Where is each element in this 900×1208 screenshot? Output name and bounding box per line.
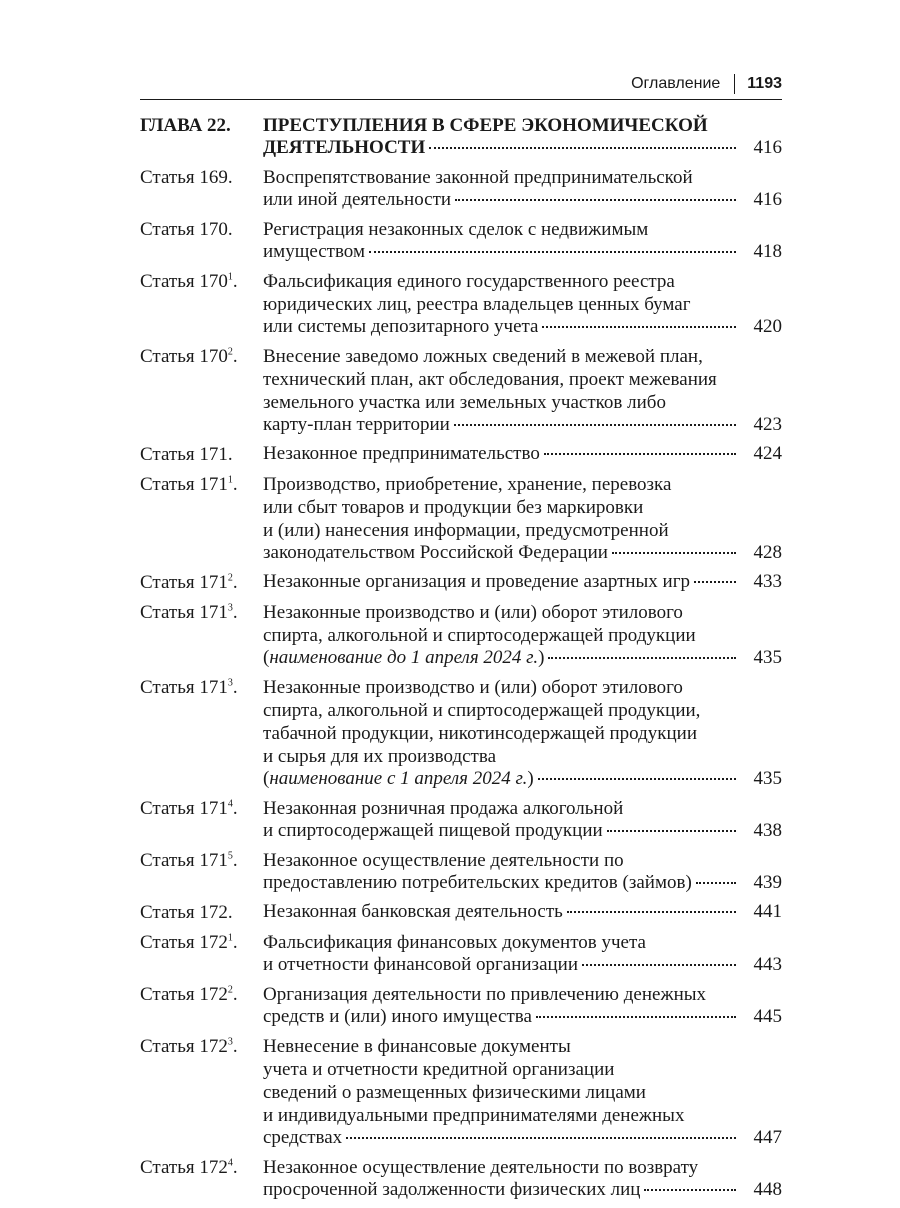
toc-article-entry[interactable] <box>140 1035 782 1149</box>
entry-leader-line <box>263 647 782 669</box>
entry-title-line: спирта, алкогольной и спиртосодержащей продукции <box>263 625 696 646</box>
entry-label: Статья $172^1$. <box>140 932 238 953</box>
entry-title-line: Невнесение в финансовые документы <box>263 1036 571 1057</box>
toc-article-entry[interactable] <box>140 849 782 894</box>
toc-article-entry[interactable] <box>140 676 782 790</box>
entry-label-text: Статья 172. <box>140 902 233 923</box>
toc-article-entry[interactable] <box>140 270 782 338</box>
toc-article-entry[interactable] <box>140 797 782 842</box>
entry-title-line: просроченной задолженности физических лиц <box>263 1179 641 1200</box>
entry-label-superscript: 3 <box>227 677 233 689</box>
entry-label-superscript: 2 <box>227 572 233 584</box>
entry-leader-line <box>263 542 782 564</box>
entry-page-number[interactable]: 441 <box>753 901 782 922</box>
dot-leader <box>696 881 736 884</box>
entry-label-text: Статья 171 <box>140 474 228 495</box>
entry-title-line: законодательством Российской Федерации <box>263 542 608 563</box>
entry-leader-line <box>263 443 782 465</box>
entry-title <box>263 1035 782 1149</box>
entry-title <box>263 983 782 1028</box>
entry-page-number[interactable]: 433 <box>753 571 782 592</box>
entry-leader-line <box>263 954 782 976</box>
dot-leader <box>694 580 736 583</box>
entry-page-number[interactable]: 424 <box>753 443 782 464</box>
entry-title <box>263 676 782 790</box>
dot-leader <box>607 829 736 832</box>
entry-page-number[interactable]: 439 <box>753 872 782 893</box>
entry-label: Статья $172^2$. <box>140 984 238 1005</box>
entry-title-line: (наименование с 1 апреля 2024 г.) <box>263 768 534 789</box>
entry-title-line: Производство, приобретение, хранение, перевозка <box>263 474 672 495</box>
entry-title-line: или сбыт товаров и продукции без маркировки <box>263 497 644 518</box>
entry-label-text: Статья 171 <box>140 850 228 871</box>
entry-page-number[interactable]: 420 <box>753 316 782 337</box>
dot-leader <box>567 910 736 913</box>
entry-label-text: Статья 171 <box>140 602 228 623</box>
entry-title <box>263 797 782 842</box>
entry-label-text: Статья 171. <box>140 444 233 465</box>
entry-label-text: Статья 170. <box>140 219 233 240</box>
entry-title <box>263 345 782 436</box>
entry-label-text: Статья 172 <box>140 1157 228 1178</box>
entry-page-number[interactable]: 423 <box>753 414 782 435</box>
entry-leader-line <box>263 1006 782 1028</box>
entry-leader-line <box>263 1179 782 1201</box>
entry-title-line: юридических лиц, реестра владельцев ценных бумаг <box>263 294 691 315</box>
entry-label-text: Статья 170 <box>140 271 228 292</box>
toc-article-entry[interactable] <box>140 473 782 564</box>
entry-title <box>263 218 782 263</box>
entry-leader-line <box>263 820 782 842</box>
entry-title-line: Незаконная розничная продажа алкогольной <box>263 798 624 819</box>
entry-title-line: и спиртосодержащей пищевой продукции <box>263 820 603 841</box>
dot-leader <box>644 1188 736 1191</box>
table-of-contents <box>140 114 782 1208</box>
entry-page-number[interactable]: 416 <box>753 189 782 210</box>
dot-leader <box>454 423 736 426</box>
entry-label-text: Статья 171 <box>140 798 228 819</box>
entry-label-superscript: 1 <box>227 474 233 486</box>
entry-title-line: Фальсификация финансовых документов учета <box>263 932 646 953</box>
toc-article-entry[interactable] <box>140 443 782 466</box>
entry-title-line: и отчетности финансовой организации <box>263 954 579 975</box>
header-title: Оглавление <box>631 75 721 92</box>
entry-label: Статья $171^1$. <box>140 474 238 495</box>
entry-label: Статья $172^3$. <box>140 1036 238 1057</box>
dot-leader <box>346 1136 736 1139</box>
entry-leader-line <box>263 571 782 593</box>
entry-title-line: технический план, акт обследования, проект межевания <box>263 369 717 390</box>
entry-label: Статья $172^4$. <box>140 1157 238 1178</box>
toc-article-entry[interactable] <box>140 345 782 436</box>
entry-label-superscript: 4 <box>227 798 233 810</box>
entry-title-line: Незаконная банковская деятельность <box>263 901 563 922</box>
toc-article-entry[interactable] <box>140 601 782 669</box>
entry-page-number[interactable]: 447 <box>753 1127 782 1148</box>
entry-title <box>263 901 782 924</box>
entry-leader-line <box>263 316 782 338</box>
running-header <box>140 70 782 98</box>
entry-label <box>140 443 263 466</box>
entry-title-note: наименование с 1 апреля 2024 г. <box>269 768 528 789</box>
entry-label-superscript: 3 <box>227 602 233 614</box>
entry-label: Статья $171^3$. <box>140 602 238 623</box>
entry-leader-line <box>263 872 782 894</box>
entry-title-line: Незаконные организация и проведение азартных игр <box>263 571 691 592</box>
entry-page-number[interactable]: 438 <box>753 820 782 841</box>
entry-label-superscript: 5 <box>227 850 233 862</box>
entry-title-line: Организация деятельности по привлечению денежных <box>263 984 707 1005</box>
entry-leader-line <box>263 414 782 436</box>
entry-title <box>263 601 782 669</box>
entry-label-superscript: 2 <box>227 984 233 996</box>
toc-article-entry[interactable] <box>140 218 782 263</box>
entry-title <box>263 443 782 466</box>
dot-leader <box>429 146 736 149</box>
entry-label <box>140 166 263 211</box>
entry-title-line: или системы депозитарного учета <box>263 316 539 337</box>
entry-title-line: табачной продукции, никотинсодержащей продукции <box>263 723 698 744</box>
entry-leader-line <box>263 241 782 263</box>
entry-title-line: Незаконные производство и (или) оборот этилового <box>263 602 683 623</box>
entry-label: Статья $171^4$. <box>140 798 238 819</box>
entry-title-line: средствах <box>263 1127 343 1148</box>
entry-page-number[interactable]: 435 <box>753 768 782 789</box>
dot-leader <box>582 963 736 966</box>
entry-title-line: (наименование до 1 апреля 2024 г.) <box>263 647 545 668</box>
entry-label-text: Статья 172 <box>140 984 228 1005</box>
entry-page-number[interactable]: 435 <box>753 647 782 668</box>
toc-chapter-entry[interactable] <box>140 114 782 159</box>
entry-title-line: Регистрация незаконных сделок с недвижимым <box>263 219 649 240</box>
entry-label-text: Статья 170 <box>140 346 228 367</box>
entry-page-number[interactable]: 443 <box>753 954 782 975</box>
entry-page-number[interactable]: 418 <box>753 241 782 262</box>
entry-title-line: предоставлению потребительских кредитов (займов) <box>263 872 692 893</box>
entry-title-line: ДЕЯТЕЛЬНОСТИ <box>263 137 426 158</box>
entry-label-text: Статья 169. <box>140 167 233 188</box>
toc-article-entry[interactable] <box>140 901 782 924</box>
dot-leader <box>542 325 736 328</box>
entry-page-number[interactable]: 416 <box>753 137 782 158</box>
entry-title-line: имуществом <box>263 241 365 262</box>
entry-title-line: земельного участка или земельных участков либо <box>263 392 666 413</box>
entry-title <box>263 571 782 594</box>
entry-leader-line <box>263 901 782 923</box>
entry-title-line: сведений о размещенных физическими лицами <box>263 1082 646 1103</box>
entry-title-line: Фальсификация единого государственного реестра <box>263 271 675 292</box>
entry-leader-line <box>263 189 782 211</box>
entry-label-text: Статья 172 <box>140 1036 228 1057</box>
entry-label-text: ГЛАВА 22. <box>140 115 231 136</box>
entry-title <box>263 1156 782 1201</box>
entry-label-superscript: 3 <box>227 1036 233 1048</box>
entry-label-superscript: 4 <box>227 1157 233 1169</box>
toc-article-entry[interactable] <box>140 931 782 976</box>
entry-title-line: средств и (или) иного имущества <box>263 1006 532 1027</box>
entry-title-line: Внесение заведомо ложных сведений в межевой план, <box>263 346 703 367</box>
entry-leader-line <box>263 1127 782 1149</box>
entry-page-number[interactable]: 428 <box>753 542 782 563</box>
entry-title-line: Незаконное осуществление деятельности по <box>263 850 624 871</box>
entry-title <box>263 270 782 338</box>
entry-label-superscript: 2 <box>227 346 233 358</box>
entry-title-line: ПРЕСТУПЛЕНИЯ В СФЕРЕ ЭКОНОМИЧЕСКОЙ <box>263 115 708 136</box>
entry-label-text: Статья 171 <box>140 677 228 698</box>
entry-label: Статья $171^3$. <box>140 677 238 698</box>
entry-label <box>140 901 263 924</box>
entry-title-note: наименование до 1 апреля 2024 г. <box>269 647 539 668</box>
dot-leader <box>369 250 736 253</box>
toc-article-entry[interactable] <box>140 1156 782 1201</box>
entry-label: Статья $171^5$. <box>140 850 238 871</box>
dot-leader <box>612 551 736 554</box>
entry-leader-line <box>263 768 782 790</box>
entry-title-line: Незаконные производство и (или) оборот этилового <box>263 677 683 698</box>
entry-label <box>140 114 263 159</box>
dot-leader <box>548 656 736 659</box>
entry-title-line: или иной деятельности <box>263 189 452 210</box>
header-rule <box>140 99 782 100</box>
entry-title <box>263 931 782 976</box>
entry-label-text: Статья 171 <box>140 572 228 593</box>
entry-leader-line <box>263 137 782 159</box>
entry-title-line: и сырья для их производства <box>263 746 497 767</box>
entry-label: Статья $170^2$. <box>140 346 238 367</box>
entry-page-number[interactable]: 448 <box>753 1179 782 1200</box>
page-number: 1193 <box>747 75 782 92</box>
entry-title <box>263 166 782 211</box>
entry-title-line: Незаконное осуществление деятельности по возврату <box>263 1157 699 1178</box>
entry-title-line: Воспрепятствование законной предпринимательской <box>263 167 693 188</box>
entry-label: Статья $171^2$. <box>140 572 238 593</box>
entry-title <box>263 473 782 564</box>
entry-label-text: Статья 172 <box>140 932 228 953</box>
entry-title-line: учета и отчетности кредитной организации <box>263 1059 615 1080</box>
header-separator <box>734 74 735 94</box>
entry-label: Статья $170^1$. <box>140 271 238 292</box>
dot-leader <box>455 198 736 201</box>
dot-leader <box>538 777 736 780</box>
entry-title <box>263 114 782 159</box>
entry-title-line: и (или) нанесения информации, предусмотренной <box>263 520 669 541</box>
toc-article-entry[interactable] <box>140 983 782 1028</box>
entry-title-line: карту-план территории <box>263 414 450 435</box>
entry-title-line: спирта, алкогольной и спиртосодержащей продукции, <box>263 700 701 721</box>
dot-leader <box>544 452 736 455</box>
entry-label-superscript: 1 <box>227 932 233 944</box>
entry-page-number[interactable]: 445 <box>753 1006 782 1027</box>
entry-label-superscript: 1 <box>227 271 233 283</box>
entry-title-line: и индивидуальными предпринимателями денежных <box>263 1105 685 1126</box>
toc-article-entry[interactable] <box>140 166 782 211</box>
entry-label <box>140 218 263 263</box>
toc-article-entry[interactable] <box>140 571 782 594</box>
entry-title-line: Незаконное предпринимательство <box>263 443 540 464</box>
entry-title <box>263 849 782 894</box>
dot-leader <box>536 1015 736 1018</box>
